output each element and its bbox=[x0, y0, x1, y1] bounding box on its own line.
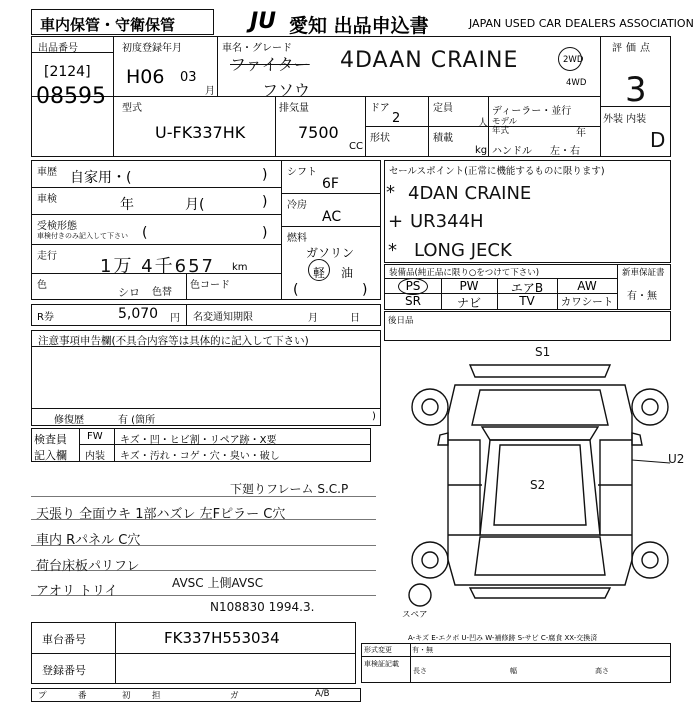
cc-unit: CC bbox=[349, 141, 363, 152]
load-unit: kg bbox=[475, 145, 488, 156]
warranty-value: 有・無 bbox=[627, 291, 657, 302]
lot-number: 08595 bbox=[36, 84, 106, 109]
shift-label: シフト bbox=[287, 167, 317, 178]
bottom-label-3: 初 bbox=[122, 691, 131, 701]
sales-point-2: UR344H bbox=[410, 211, 484, 232]
spare-label: スペア bbox=[402, 610, 428, 620]
lot-label: 出品番号 bbox=[38, 43, 78, 54]
recycle-label: R券 bbox=[37, 312, 54, 323]
note-line-5: アオリ トリイ bbox=[36, 584, 118, 599]
name-notice-month: 月 bbox=[308, 313, 318, 324]
displacement-value: 7500 bbox=[298, 123, 339, 142]
chassis-number: FK337H553034 bbox=[164, 629, 280, 647]
diagram-mark-side: U2 bbox=[668, 452, 685, 466]
form-title: 愛知 出品申込書 bbox=[289, 15, 429, 37]
storage-label-box bbox=[31, 9, 214, 35]
equip-sr: SR bbox=[405, 294, 421, 308]
equip-pw: PW bbox=[459, 279, 479, 293]
note-line-6: AVSC 上側AVSC bbox=[172, 576, 264, 590]
diagram-mark-center: S2 bbox=[530, 478, 546, 492]
inspection-label: 車検 bbox=[37, 194, 57, 205]
bottom-label-4: 担 bbox=[152, 691, 161, 701]
model-year-label: モデル年式 bbox=[492, 117, 518, 136]
color-code-label: 色コード bbox=[190, 280, 230, 291]
equip-tv: TV bbox=[519, 294, 535, 308]
chassis-label: 車台番号 bbox=[42, 633, 86, 646]
recycle-yen: 円 bbox=[170, 313, 180, 324]
bottom-label-5: ガ bbox=[230, 691, 239, 701]
equip-leather: カワシート bbox=[560, 296, 614, 308]
color-change: 色替 bbox=[152, 287, 172, 298]
equip-ps: PS bbox=[405, 279, 421, 293]
reg-number-label: 登録番号 bbox=[42, 664, 86, 677]
association-name: JAPAN USED CAR DEALERS ASSOCIATION bbox=[469, 17, 694, 30]
capacity-unit: 人 bbox=[478, 118, 488, 129]
fuel-circle bbox=[308, 259, 330, 281]
color-label: 色 bbox=[37, 280, 47, 291]
recycle-value: 5,070 bbox=[118, 306, 159, 322]
equip-aw: AW bbox=[577, 279, 597, 293]
door-label: ドア bbox=[370, 103, 390, 114]
length-label: 長さ bbox=[413, 667, 427, 675]
after-items-label: 後日品 bbox=[388, 316, 414, 326]
model-label: 型式 bbox=[122, 103, 142, 114]
lot-code: [2124] bbox=[44, 64, 91, 80]
sales-points-label: セールスポイント(正常に機能するものに限ります) bbox=[389, 166, 605, 177]
door-value: 2 bbox=[392, 111, 401, 126]
fuel-oil: 油 bbox=[341, 266, 354, 280]
model-year-unit: 年 bbox=[576, 128, 586, 139]
entry-label: 記入欄 bbox=[34, 449, 67, 462]
score-value: 3 bbox=[625, 70, 647, 110]
inspector-label: 検査員 bbox=[34, 433, 67, 446]
note-line-3: 車内 Rパネル C穴 bbox=[36, 533, 141, 548]
handle-value: 左・右 bbox=[550, 146, 580, 157]
mileage-label: 走行 bbox=[37, 251, 57, 262]
car-name-label: 車名・グレード bbox=[222, 43, 292, 54]
height-label: 高さ bbox=[595, 667, 609, 675]
cert-label: 車検証記載 bbox=[364, 660, 399, 668]
fuel-value: ガソリン bbox=[306, 246, 355, 260]
interior-items: キズ・汚れ・コゲ・穴・臭い・破し bbox=[120, 451, 280, 462]
diagram-mark-top: S1 bbox=[535, 345, 551, 359]
bottom-label-1: プ bbox=[38, 691, 47, 701]
ac-value: AC bbox=[322, 209, 342, 225]
dealer-label: ディーラー・並行 bbox=[492, 106, 572, 117]
ext-int-label: 外装 内装 bbox=[603, 114, 647, 125]
drive-4wd: 4WD bbox=[566, 78, 587, 88]
first-reg-year: H06 bbox=[126, 66, 165, 88]
score-label: 評価点 bbox=[612, 43, 654, 54]
bottom-label-6: A/B bbox=[315, 689, 330, 699]
damage-legend: A-キズ E-エクボ U-凹み W-補修跡 S-サビ C-腐食 XX-交換済 bbox=[408, 634, 598, 642]
history-label: 車歴 bbox=[37, 167, 57, 178]
car-name-handwritten: 4DAAN CRAINE bbox=[340, 48, 519, 73]
equip-navi: ナビ bbox=[456, 296, 481, 310]
fw-label: FW bbox=[87, 431, 103, 442]
car-name-struck: ファイター bbox=[230, 55, 310, 74]
interior-label: 内装 bbox=[85, 451, 105, 462]
ju-logo: JU bbox=[250, 9, 277, 34]
fuel-label: 燃料 bbox=[287, 233, 307, 244]
sales-point-3: LONG JECK bbox=[414, 240, 512, 261]
reg-change-label: 形式変更 bbox=[364, 646, 392, 654]
equip-ps-circle bbox=[398, 278, 428, 295]
width-label: 幅 bbox=[510, 667, 517, 675]
first-reg-label: 初度登録年月 bbox=[122, 43, 182, 54]
reg-change-block bbox=[361, 643, 671, 683]
displacement-label: 排気量 bbox=[279, 103, 309, 114]
inspection-year: 年 bbox=[120, 197, 134, 213]
fw-items: キズ・凹・ヒビ割・リペア跡・X要 bbox=[120, 435, 277, 446]
repair-value: 有 (箇所 bbox=[118, 415, 156, 426]
usage-value: 自家用・( bbox=[70, 170, 132, 186]
storage-label: 車内保管・守衛保管 bbox=[40, 16, 176, 34]
model-value: U-FK337HK bbox=[155, 123, 246, 142]
note-line-1: 下廻りフレーム S.C.P bbox=[230, 482, 349, 496]
notes-label: 注意事項申告欄(不具合内容等は具体的に記入して下さい) bbox=[38, 335, 309, 347]
note-line-4: 荷台床板パリフレ bbox=[36, 559, 140, 574]
km-unit: km bbox=[232, 262, 248, 273]
note-line-7: N108830 1994.3. bbox=[210, 600, 315, 614]
drive-2wd: 2WD bbox=[563, 55, 584, 65]
mileage-value: 1万 4千657 bbox=[100, 256, 215, 277]
warranty-label: 新車保証書 bbox=[622, 268, 665, 278]
after-items-block bbox=[384, 311, 671, 341]
maker-handwritten: フソウ bbox=[262, 81, 311, 100]
name-notice-day: 日 bbox=[350, 313, 360, 324]
repair-label: 修復歴 bbox=[54, 415, 84, 426]
first-reg-month-unit: 月 bbox=[205, 86, 215, 97]
capacity-label: 定員 bbox=[433, 103, 453, 114]
load-label: 積載 bbox=[433, 133, 453, 144]
receipt-note: 車検付きのみ記入して下さい bbox=[37, 232, 128, 240]
bottom-label-2: 番 bbox=[78, 691, 87, 701]
sales-point-1: 4DAN CRAINE bbox=[408, 183, 532, 204]
fuel-light: 軽 bbox=[313, 266, 326, 280]
color-handwritten: シロ bbox=[118, 286, 140, 299]
note-line-2: 天張り 全面ウキ 1部ハズレ 左Fピラー C穴 bbox=[36, 507, 286, 522]
ext-int-value: D bbox=[650, 128, 666, 152]
drive-circle bbox=[558, 47, 582, 71]
inspection-month: 月( bbox=[185, 197, 205, 213]
handle-label: ハンドル bbox=[492, 146, 532, 157]
equipment-label: 装備品(純正品に限り○をつけて下さい) bbox=[389, 268, 540, 278]
name-notice-label: 名変通知期限 bbox=[193, 312, 253, 323]
shift-value: 6F bbox=[322, 176, 339, 192]
ac-label: 冷房 bbox=[287, 200, 307, 211]
shape-label: 形状 bbox=[370, 133, 390, 144]
first-reg-month: 03 bbox=[180, 70, 197, 85]
equip-airbag: エアB bbox=[510, 281, 544, 295]
reg-change-value: 有・無 bbox=[412, 646, 433, 654]
receipt-label: 受検形態 bbox=[37, 221, 77, 232]
